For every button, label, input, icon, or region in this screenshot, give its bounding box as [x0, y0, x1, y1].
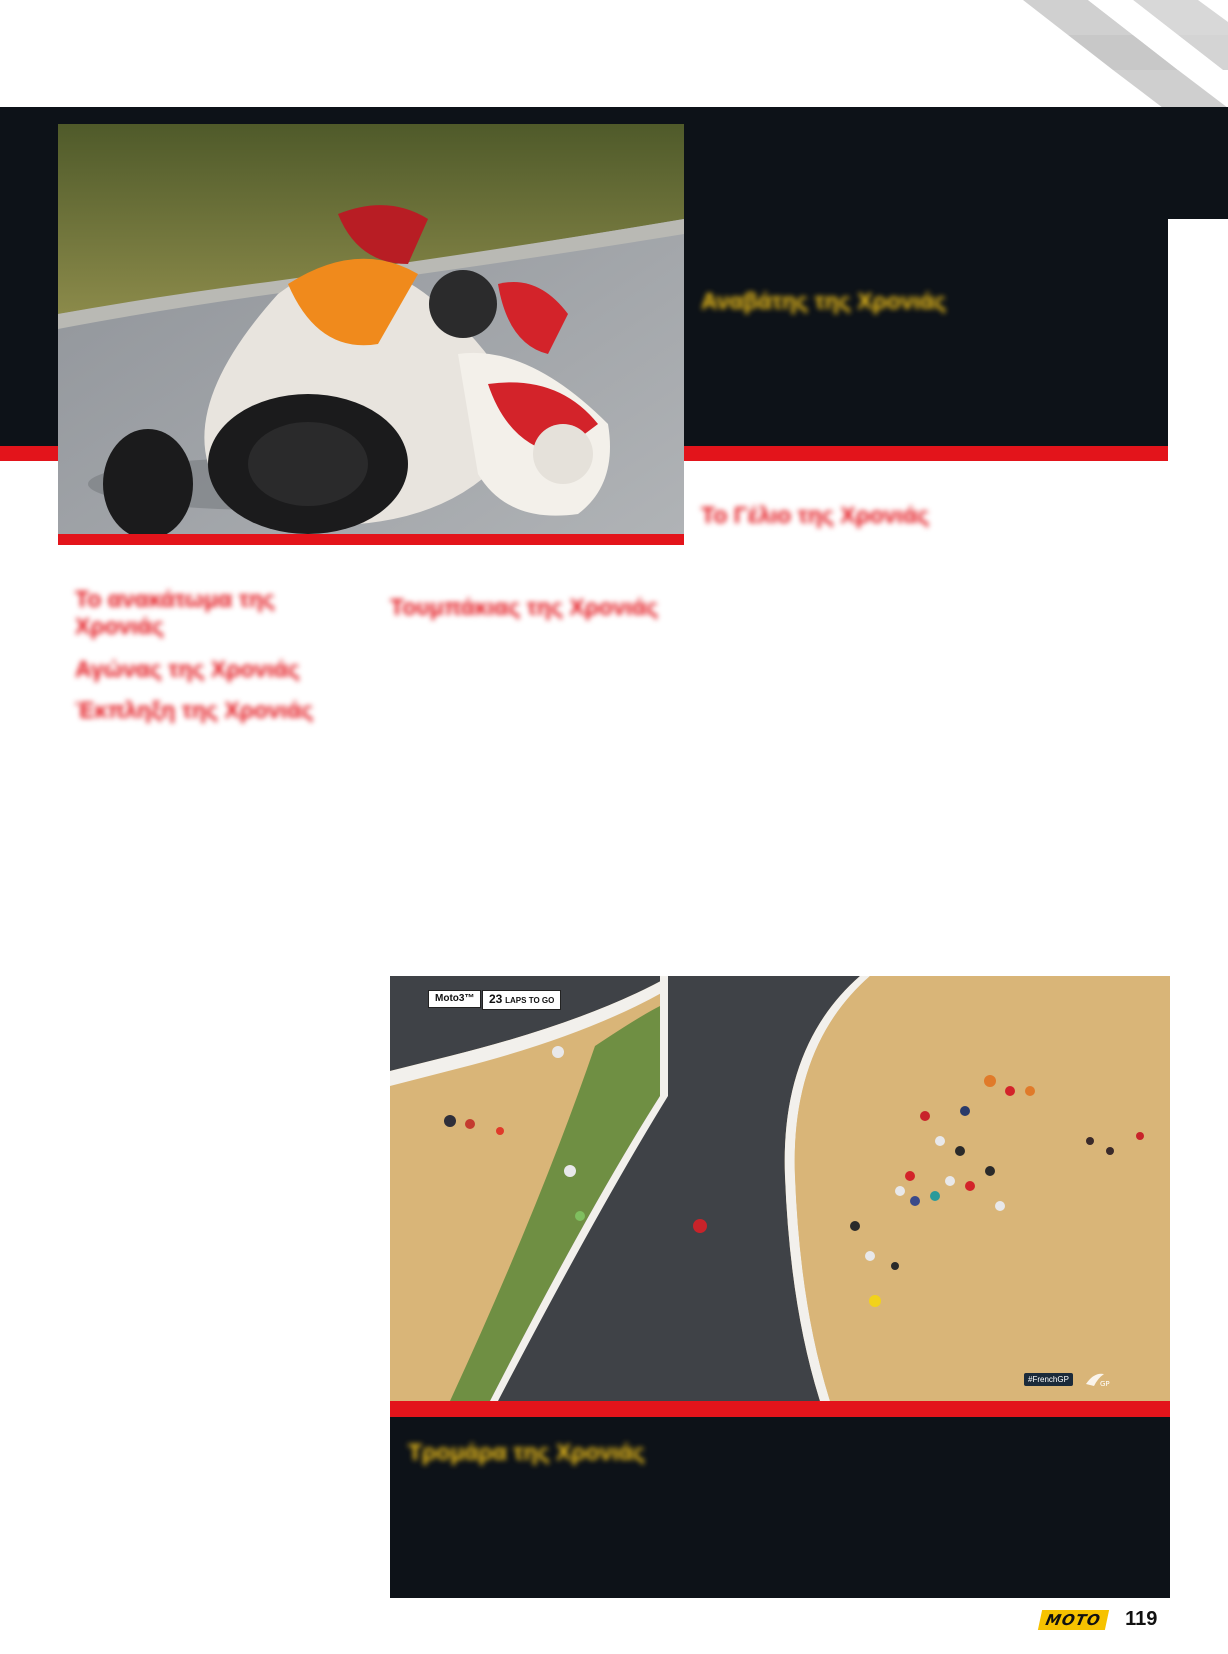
- checkered-flag-decoration: [928, 0, 1228, 108]
- magazine-logo: MOTO: [1038, 1610, 1109, 1630]
- column-middle: [390, 572, 682, 621]
- bottom-box: [390, 1417, 1170, 1598]
- hud-laps-number: 23: [489, 992, 503, 1006]
- hud-series-badge: Moto3™: [428, 990, 481, 1008]
- page-number: 119: [1125, 1608, 1158, 1630]
- bottom-box-heading: Τρομάρα της Χρονιάς: [408, 1439, 645, 1465]
- sidebar-box: [701, 288, 1157, 315]
- section-heading-ekplixi: Έκπληξη της Χρονιάς: [75, 697, 314, 723]
- bottom-box-red-strip: [390, 1401, 1170, 1417]
- crash-aerial-photo: [390, 976, 1170, 1401]
- top-photo-motogp-rider: [58, 124, 684, 534]
- header-red-strip-left: [0, 446, 58, 461]
- hud-laps-badge: [482, 990, 561, 1010]
- column-left: [75, 572, 367, 724]
- section-heading-toumpakias: Τουμπάκιας της Χρονιάς: [390, 594, 659, 620]
- hashtag-label: #FrenchGP: [1024, 1373, 1073, 1386]
- hud-laps-label: LAPS TO GO: [505, 996, 555, 1005]
- page-notch: [1168, 219, 1228, 469]
- top-photo-red-strip: [58, 534, 684, 545]
- sidebar-heading: Αναβάτης της Χρονιάς: [701, 288, 947, 314]
- section-heading-anakatoma: Το ανακάτωμα της Χρονιάς: [75, 586, 275, 639]
- footer: [1040, 1608, 1190, 1638]
- section-heading-gelio: Το Γέλιο της Χρονιάς: [701, 502, 930, 528]
- motogp-logo-icon: [1084, 1370, 1120, 1390]
- svg-text:GP: GP: [1100, 1380, 1110, 1388]
- header-red-strip-right: [684, 446, 1168, 461]
- section-heading-agonas: Αγώνας της Χρονιάς: [75, 656, 300, 682]
- column-right: [701, 484, 993, 529]
